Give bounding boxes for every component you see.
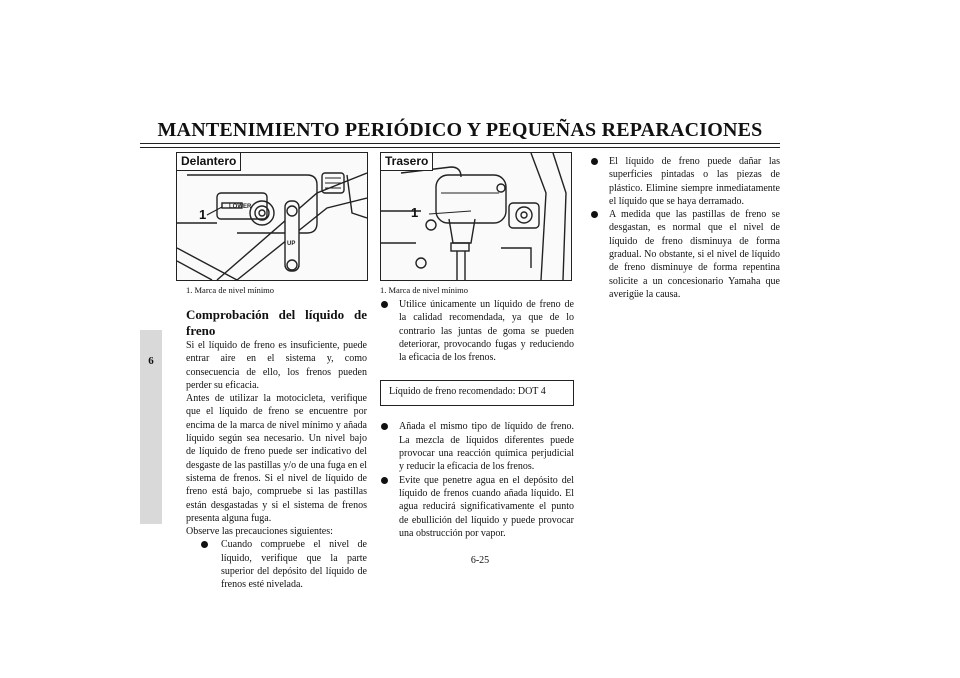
bullet-text: Añada el mismo tipo de líquido de freno. La mezcla de líquidos diferentes puede provocar una reacción química perjudicial y reducir la eficacia de los frenos. xyxy=(399,421,574,473)
bullet-item xyxy=(380,298,574,364)
bullet-dot-icon xyxy=(381,301,388,308)
header-rule-thin xyxy=(140,147,780,148)
bullet-item xyxy=(380,420,574,473)
figure-caption-front: 1. Marca de nivel mínimo xyxy=(186,285,275,295)
bullet-text: Utilice únicamente un líquido de freno de la calidad recomendada, ya que de lo contrario las juntas de goma se pueden deteriorar, provocando fugas y reduciendo la eficacia de los frenos. xyxy=(399,299,574,364)
figure-label-rear: Trasero xyxy=(381,153,433,171)
bullet-text: El líquido de freno puede dañar las superficies pintadas o las piezas de plástico. Elimine siempre inmediatamente el líquido que se haya derramado. xyxy=(609,156,780,207)
paragraph: Antes de utilizar la motocicleta, verifique que el líquido de freno se encuentre por encima de la marca de nivel mínimo y añada líquido según sea necesario. Un nivel bajo de líquido de freno puede ser indicativo del desgaste de las pastillas y/o de una fuga en el sistema de frenos. Si el nivel de líquido de freno está bajo, compruebe si las pastillas están desgastadas y si el sistema de frenos presenta alguna fuga. xyxy=(186,393,367,524)
front-reservoir-figure xyxy=(176,152,368,281)
up-mark-text: UP xyxy=(287,241,296,247)
column-middle xyxy=(380,298,574,540)
figure-caption-rear: 1. Marca de nivel mínimo xyxy=(380,285,469,295)
bullet-dot-icon xyxy=(591,158,598,165)
column-left xyxy=(186,307,367,592)
bullet-text: A medida que las pastillas de freno se desgastan, es normal que el nivel de líquido de freno disminuya de forma gradual. No obstante, si el nivel de líquido de freno disminuye de forma repentina solicite a un concesionario Yamaha que averigüe la causa. xyxy=(609,209,780,300)
header-rule xyxy=(140,143,780,144)
lower-mark-text: LOWER xyxy=(229,204,252,210)
callout-number-rear: 1 xyxy=(411,205,419,220)
page-header-title: MANTENIMIENTO PERIÓDICO Y PEQUEÑAS REPARACIONES xyxy=(157,119,763,141)
bullet-dot-icon xyxy=(381,477,388,484)
bullet-item xyxy=(590,155,780,208)
callout-leader-line xyxy=(207,207,222,215)
callout-leader-line xyxy=(429,211,471,214)
section-title: Comprobación del líquido de freno xyxy=(186,307,367,338)
bullet-dot-icon xyxy=(381,423,388,430)
bullet-item xyxy=(380,474,574,540)
bullet-dot-icon xyxy=(591,211,598,218)
paragraph: Observe las precauciones siguientes: xyxy=(186,526,333,538)
paragraph: Si el líquido de freno es insuficiente, puede entrar aire en el sistema y, como consecuencia de ello, los frenos pueden perder su eficacia. xyxy=(186,340,367,391)
rear-reservoir-illustration xyxy=(381,153,571,280)
chapter-number: 6 xyxy=(148,355,154,367)
bullet-item xyxy=(590,208,780,301)
column-right xyxy=(590,155,780,301)
page-number: 6-25 xyxy=(470,555,490,566)
bullet-dot-icon xyxy=(201,541,208,548)
bullet-item xyxy=(186,538,367,591)
figure-label-front: Delantero xyxy=(177,153,241,171)
bullet-text: Evite que penetre agua en el depósito del líquido de frenos cuando añada líquido. El agua reducirá significativamente el punto de ebullición del líquido y puede provocar una obstrucción por vapor. xyxy=(399,474,574,539)
rear-reservoir-figure xyxy=(380,152,572,281)
recommended-fluid-box: Líquido de freno recomendado: DOT 4 xyxy=(380,380,574,406)
bullet-text: Cuando compruebe el nivel de líquido, verifique que la parte superior del depósito del líquido de frenos esté nivelada. xyxy=(221,539,367,591)
callout-number-front: 1 xyxy=(199,207,207,222)
